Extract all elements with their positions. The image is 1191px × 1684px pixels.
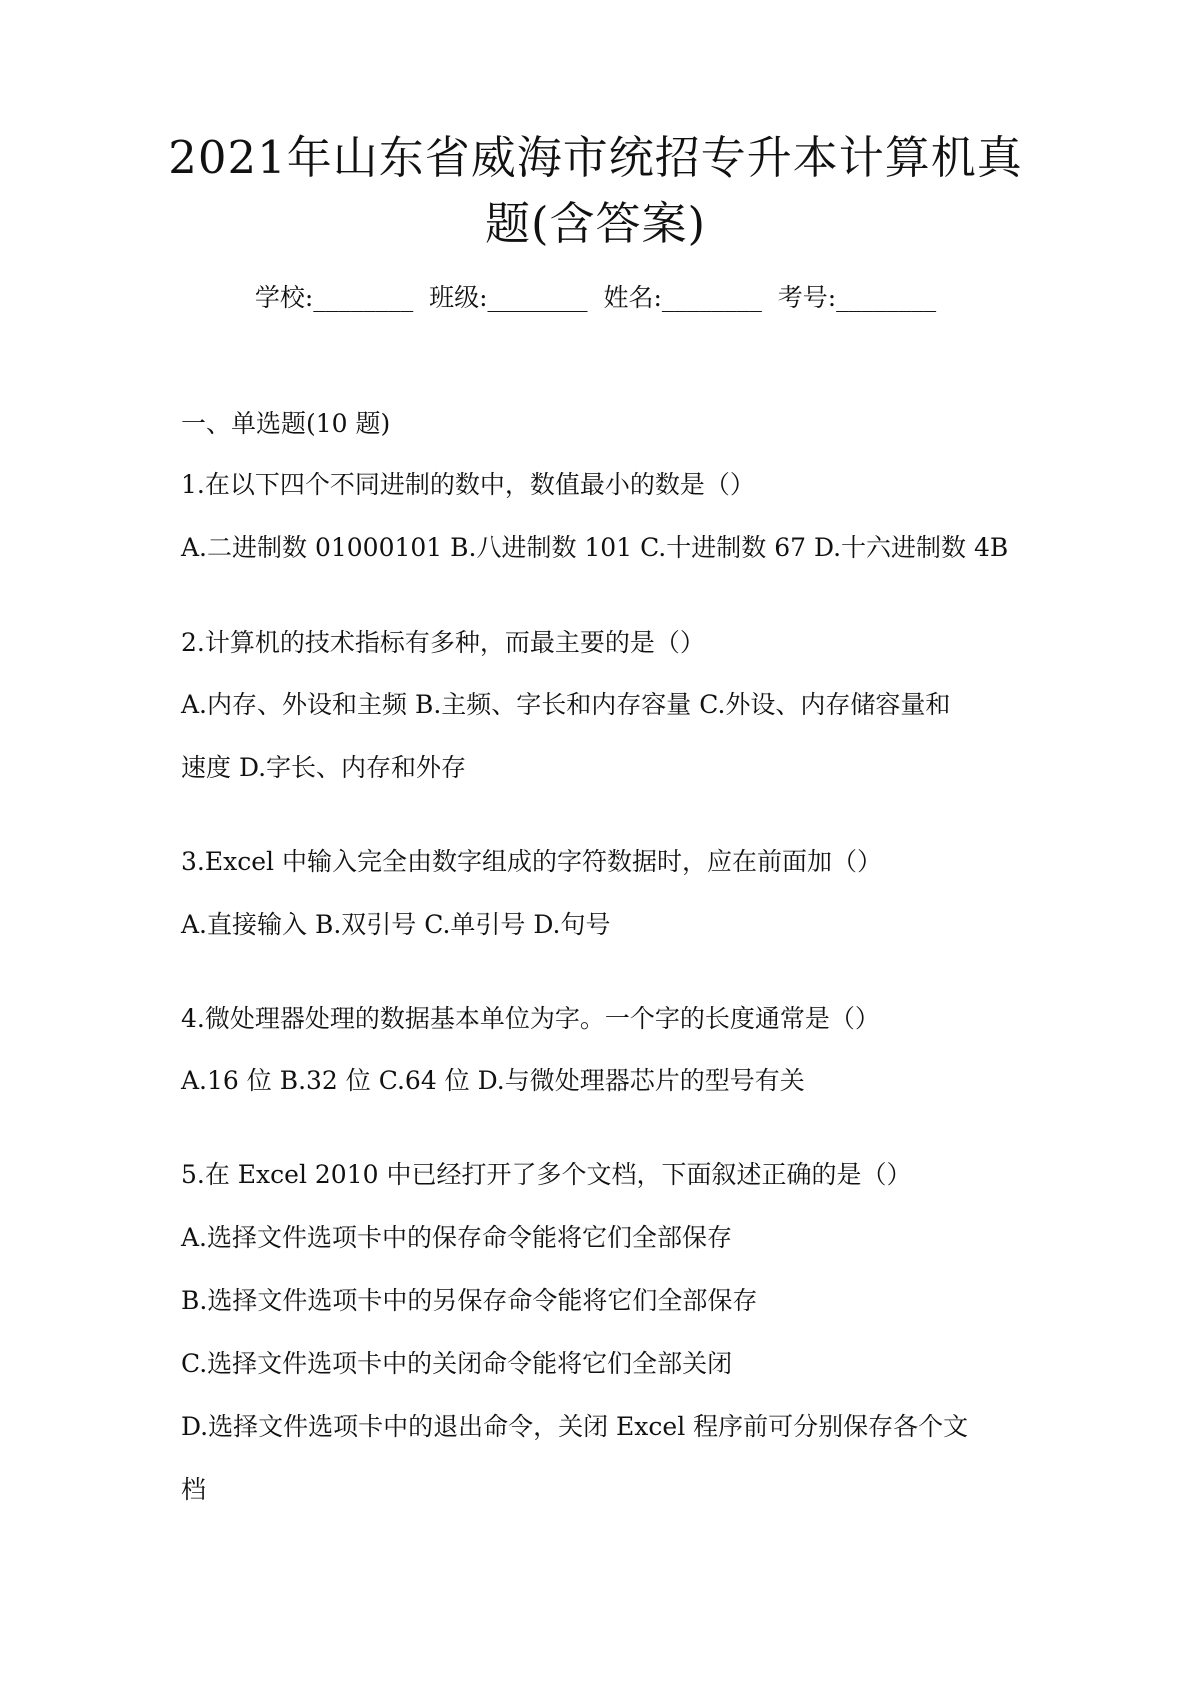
question-5-option-d-line-2: 档: [181, 1475, 207, 1504]
question-3: 3.Excel 中输入完全由数字组成的字符数据时，应在前面加（）: [181, 847, 882, 876]
question-4-options: A.16 位 B.32 位 C.64 位 D.与微处理器芯片的型号有关: [181, 1066, 805, 1095]
question-2: 2.计算机的技术指标有多种，而最主要的是（）: [181, 628, 705, 657]
section-heading: 一、单选题(10 题): [181, 409, 391, 438]
question-2-options-line-2: 速度 D.字长、内存和外存: [181, 753, 467, 782]
question-4: 4.微处理器处理的数据基本单位为字。一个字的长度通常是（）: [181, 1004, 880, 1033]
question-5-option-d-line-1: D.选择文件选项卡中的退出命令，关闭 Excel 程序前可分别保存各个文: [181, 1412, 969, 1441]
document-title-line-2: 题(含答案): [484, 197, 707, 250]
question-5: 5.在 Excel 2010 中已经打开了多个文档，下面叙述正确的是（）: [181, 1160, 912, 1189]
question-1-options: A.二进制数 01000101 B.八进制数 101 C.十进制数 67 D.十六进制数 4B: [181, 533, 1009, 562]
question-2-options-line-1: A.内存、外设和主频 B.主频、字长和内存容量 C.外设、内存储容量和: [181, 690, 951, 719]
question-5-option-b: B.选择文件选项卡中的另保存命令能将它们全部保存: [181, 1286, 758, 1315]
question-5-option-a: A.选择文件选项卡中的保存命令能将它们全部保存: [181, 1223, 733, 1252]
question-3-options: A.直接输入 B.双引号 C.单引号 D.句号: [181, 910, 611, 939]
document-title-line-1: 2021年山东省威海市统招专升本计算机真: [168, 131, 1023, 184]
question-1: 1.在以下四个不同进制的数中，数值最小的数是（）: [181, 470, 755, 499]
question-5-option-c: C.选择文件选项卡中的关闭命令能将它们全部关闭: [181, 1349, 733, 1378]
student-info-fields: 学校:________ 班级:________ 姓名:________ 考号:________: [254, 283, 937, 312]
